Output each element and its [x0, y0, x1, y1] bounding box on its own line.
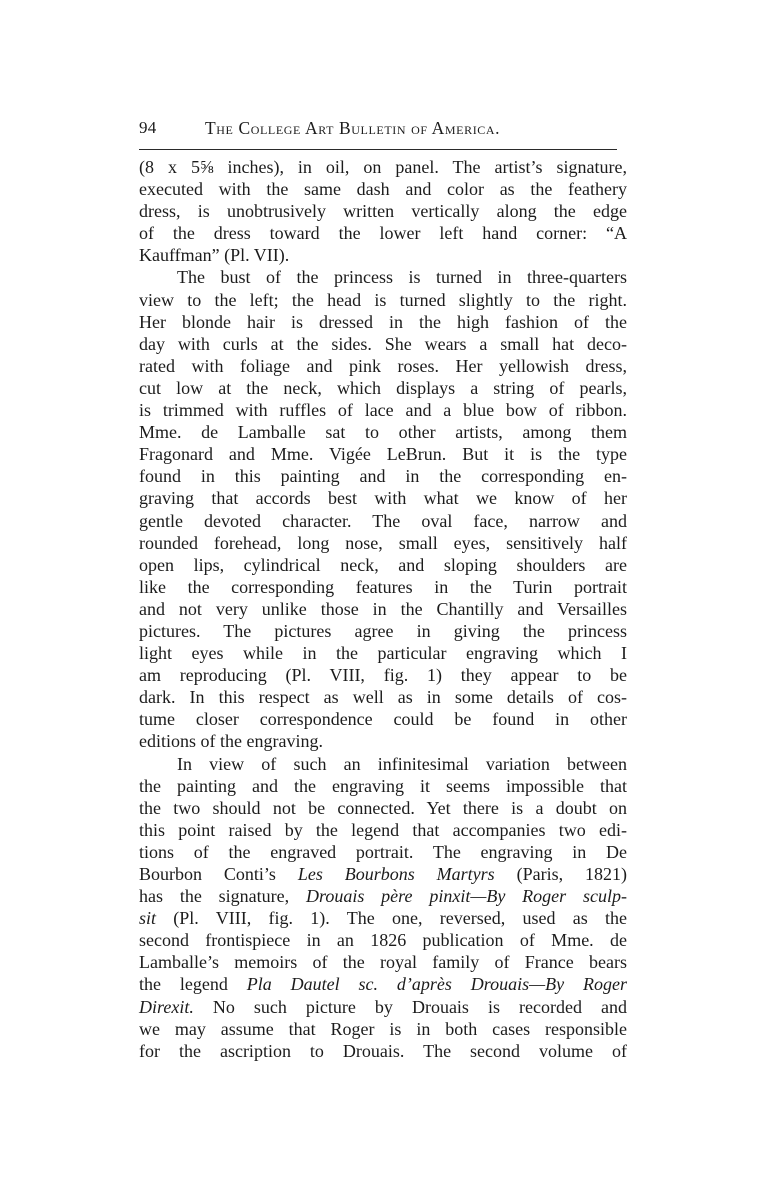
text-line: [139, 753, 627, 775]
text-run: graving that accords best with what we know of her: [139, 488, 627, 509]
text-run: the two should not be connected. Yet there is a doubt on: [139, 797, 627, 818]
text-run: second frontispiece in an 1826 publication of Mme. de: [139, 930, 627, 951]
text-run: (Pl. VIII, fig. 1). The one, reversed, used as the: [156, 908, 627, 929]
text-run: Her blonde hair is dressed in the high fashion of the: [139, 311, 627, 332]
text-line: [139, 554, 627, 576]
text-run: editions of the engraving.: [139, 731, 323, 752]
text-run: for the ascription to Drouais. The second volume of: [139, 1040, 627, 1061]
text-line: [139, 399, 627, 421]
page-number: 94: [139, 118, 157, 137]
text-run: dress, is unobtrusively written vertically along the edge: [139, 201, 627, 222]
text-run: the painting and the engraving it seems impossible that: [139, 775, 627, 796]
text-run: Fragonard and Mme. Vigée LeBrun. But it is the type: [139, 444, 627, 465]
text-line: [139, 576, 627, 598]
text-run: am reproducing (Pl. VIII, fig. 1) they appear to be: [139, 665, 627, 686]
text-line: [139, 289, 627, 311]
text-line: [139, 708, 627, 730]
text-run: view to the left; the head is turned slightly to the right.: [139, 289, 627, 310]
text-line: [139, 465, 627, 487]
text-run: and not very unlike those in the Chantilly and Versailles: [139, 598, 627, 619]
text-run: Mme. de Lamballe sat to other artists, among them: [139, 422, 627, 443]
text-run: In view of such an infinitesimal variation between: [177, 753, 627, 774]
text-line: [139, 377, 627, 399]
text-run: this point raised by the legend that accompanies two edi-: [139, 819, 627, 840]
text-line: [139, 598, 627, 620]
text-run: (8 x 5⅝ inches), in oil, on panel. The artist’s signature,: [139, 157, 627, 177]
text-line: [139, 222, 627, 244]
text-line: [139, 355, 627, 377]
text-line: [139, 819, 627, 841]
text-run: tume closer correspondence could be found in other: [139, 709, 627, 730]
text-run: rated with foliage and pink roses. Her yellowish dress,: [139, 355, 627, 376]
italic-run: Direxit.: [139, 996, 194, 1017]
text-line: [139, 775, 627, 797]
text-run: day with curls at the sides. She wears a small hat deco-: [139, 333, 627, 354]
text-line: [139, 973, 627, 995]
text-line: [139, 686, 627, 708]
text-line: [139, 929, 627, 951]
italic-run: sit: [139, 908, 157, 929]
text-line: [139, 487, 627, 509]
text-run: gentle devoted character. The oval face, narrow and: [139, 510, 627, 531]
text-run: Bourbon Conti’s: [139, 864, 298, 884]
journal-title: The College Art Bulletin of America.: [205, 118, 501, 138]
text-run: No such picture by Drouais is recorded and: [193, 996, 627, 1017]
running-head: [139, 118, 627, 144]
text-run: (Paris, 1821): [494, 864, 627, 884]
text-run: found in this painting and in the corresponding en-: [139, 466, 627, 487]
book-page: [139, 118, 627, 1062]
text-run: is trimmed with ruffles of lace and a blue bow of ribbon.: [139, 400, 627, 421]
text-line: [139, 532, 627, 554]
text-line: [139, 664, 627, 686]
text-line: [139, 510, 627, 532]
text-line: [139, 421, 627, 443]
text-run: has the signature,: [139, 886, 306, 907]
text-line: [139, 730, 627, 752]
text-run: dark. In this respect as well as in some details of cos-: [139, 687, 627, 708]
text-line: [139, 885, 627, 907]
italic-run: Pla Dautel sc. d’après Drouais—By Roger: [246, 974, 627, 995]
header-rule: [139, 149, 617, 150]
text-line: [139, 443, 627, 465]
text-run: Kauffman” (Pl. VII).: [139, 245, 290, 266]
text-line: [139, 951, 627, 973]
italic-run: Les Bourbons Martyrs: [297, 864, 495, 884]
text-run: open lips, cylindrical neck, and sloping shoulders are: [139, 554, 627, 575]
text-line: [139, 996, 627, 1018]
text-line: [139, 311, 627, 333]
text-run: rounded forehead, long nose, small eyes, sensitively half: [139, 532, 627, 553]
text-line: [139, 863, 627, 885]
text-line: [139, 333, 627, 355]
text-run: the legend: [139, 974, 247, 995]
text-run: cut low at the neck, which displays a string of pearls,: [139, 377, 627, 398]
text-run: tions of the engraved portrait. The engraving in De: [139, 841, 627, 862]
text-run: like the corresponding features in the Turin portrait: [139, 576, 627, 597]
text-line: [139, 200, 627, 222]
text-line: [139, 156, 627, 178]
text-line: [139, 841, 627, 863]
text-line: [139, 620, 627, 642]
text-run: we may assume that Roger is in both cases responsible: [139, 1018, 627, 1039]
text-line: [139, 797, 627, 819]
italic-run: Drouais père pinxit—By Roger sculp-: [306, 886, 627, 907]
text-line: [139, 907, 627, 929]
text-line: [139, 178, 627, 200]
text-line: [139, 266, 627, 288]
text-line: [139, 642, 627, 664]
text-run: of the dress toward the lower left hand corner: “A: [139, 223, 627, 244]
text-run: light eyes while in the particular engraving which I: [139, 643, 627, 664]
text-run: pictures. The pictures agree in giving the princess: [139, 620, 627, 641]
text-line: [139, 1040, 627, 1062]
text-run: The bust of the princess is turned in three-quarters: [177, 267, 627, 288]
text-run: Lamballe’s memoirs of the royal family of France bears: [139, 952, 627, 973]
body-text: [139, 156, 627, 1062]
text-line: [139, 244, 627, 266]
text-line: [139, 1018, 627, 1040]
text-run: executed with the same dash and color as the feathery: [139, 179, 627, 200]
